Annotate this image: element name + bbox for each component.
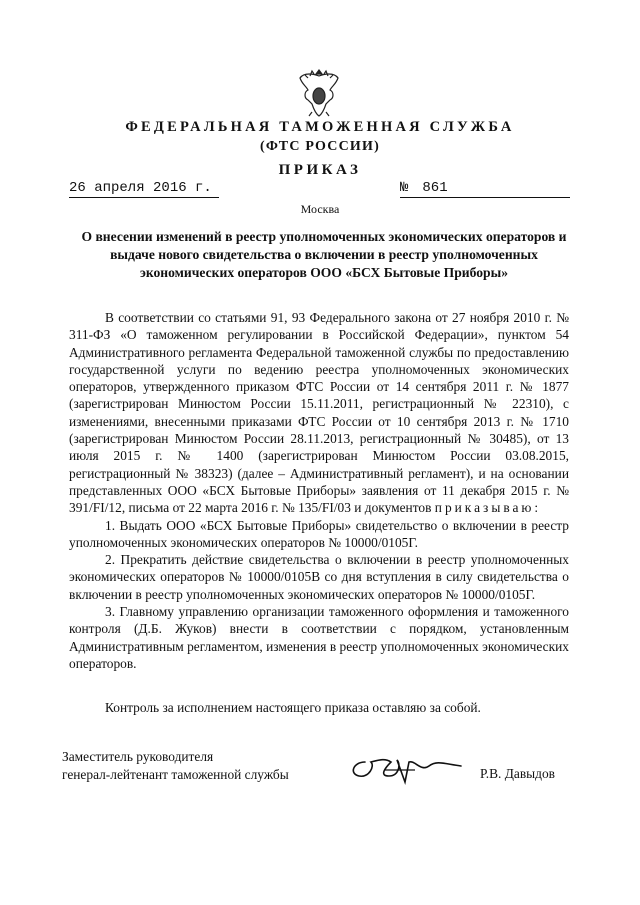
control-statement: Контроль за исполнением настоящего приказа оставляю за собой. — [105, 700, 481, 715]
document-body — [69, 309, 569, 672]
agency-name: ФЕДЕРАЛЬНАЯ ТАМОЖЕННАЯ СЛУЖБА — [125, 119, 515, 135]
number-sign: № — [400, 180, 409, 196]
position-line: генерал-лейтенант таможенной службы — [62, 767, 289, 782]
order-date: 26 апреля 2016 г. — [69, 180, 219, 198]
coat-of-arms-icon — [296, 66, 342, 120]
handwritten-signature-icon — [345, 752, 465, 786]
document-type: ПРИКАЗ — [278, 162, 362, 178]
preamble-paragraph — [69, 309, 569, 517]
signatory-name: Р.В. Давыдов — [480, 766, 555, 781]
document-title: О внесении изменений в реестр уполномоченных экономических операторов и выдаче нового свидетельства о включении в реестр уполномоченных экономических операторов ООО «БСХ Бытовые Приборы» — [81, 229, 567, 280]
order-item: 3. Главному управлению организации таможенного оформления и таможенного контроля (Д.Б. Жуков) внести в соответствии с порядком, установленным Административным регламентом, изменения в реестр уполномоченных экономических операторов. — [69, 604, 569, 671]
order-number — [400, 180, 570, 198]
order-word: приказываю: — [434, 500, 542, 516]
order-item: 1. Выдать ООО «БСХ Бытовые Приборы» свидетельство о включении в реестр уполномоченных экономических операторов № 10000/0105Г. — [69, 517, 569, 550]
agency-short-name: (ФТС РОССИИ) — [260, 139, 380, 154]
number-value: 861 — [422, 180, 448, 196]
city: Москва — [300, 202, 340, 216]
position-line: Заместитель руководителя — [62, 749, 214, 764]
signatory-position — [62, 748, 289, 784]
order-item: 2. Прекратить действие свидетельства о включении в реестр уполномоченных экономических операторов № 10000/0105В со дня вступления в силу свидетельства о включении в реестр уполномоченных экономических операторов № 10000/0105Г. — [69, 552, 569, 602]
preamble-text: В соответствии со статьями 91, 93 Федерального закона от 27 ноября 2010 г. № 311-ФЗ «О таможенном регулировании в Российской Федерации», пунктом 54 Административного регламента Федеральной таможенной службы по предоставлению государственной услуги по ведению реестра уполномоченных экономических операторов, утвержденного приказом ФТС России от 14 сентября 2011 г. № 1877 (зарегистрирован Минюстом России 15.11.2011, регистрационный № 22310), с изменениями, внесенными приказами ФТС России от 10 сентября 2013 г. № 1710 (зарегистрирован Минюстом России 28.11.2013, регистрационный № 30485), от 13 июля 2015 г. № 1400 (зарегистрирован Минюстом России 03.08.2015, регистрационный № 38323) (далее – Административный регламент), и на основании представленных ООО «БСХ Бытовые Приборы» заявления от 11 декабря 2015 г. № 391/FI/12, письма от 22 марта 2016 г. № 135/FI/03 и документов — [69, 310, 569, 516]
